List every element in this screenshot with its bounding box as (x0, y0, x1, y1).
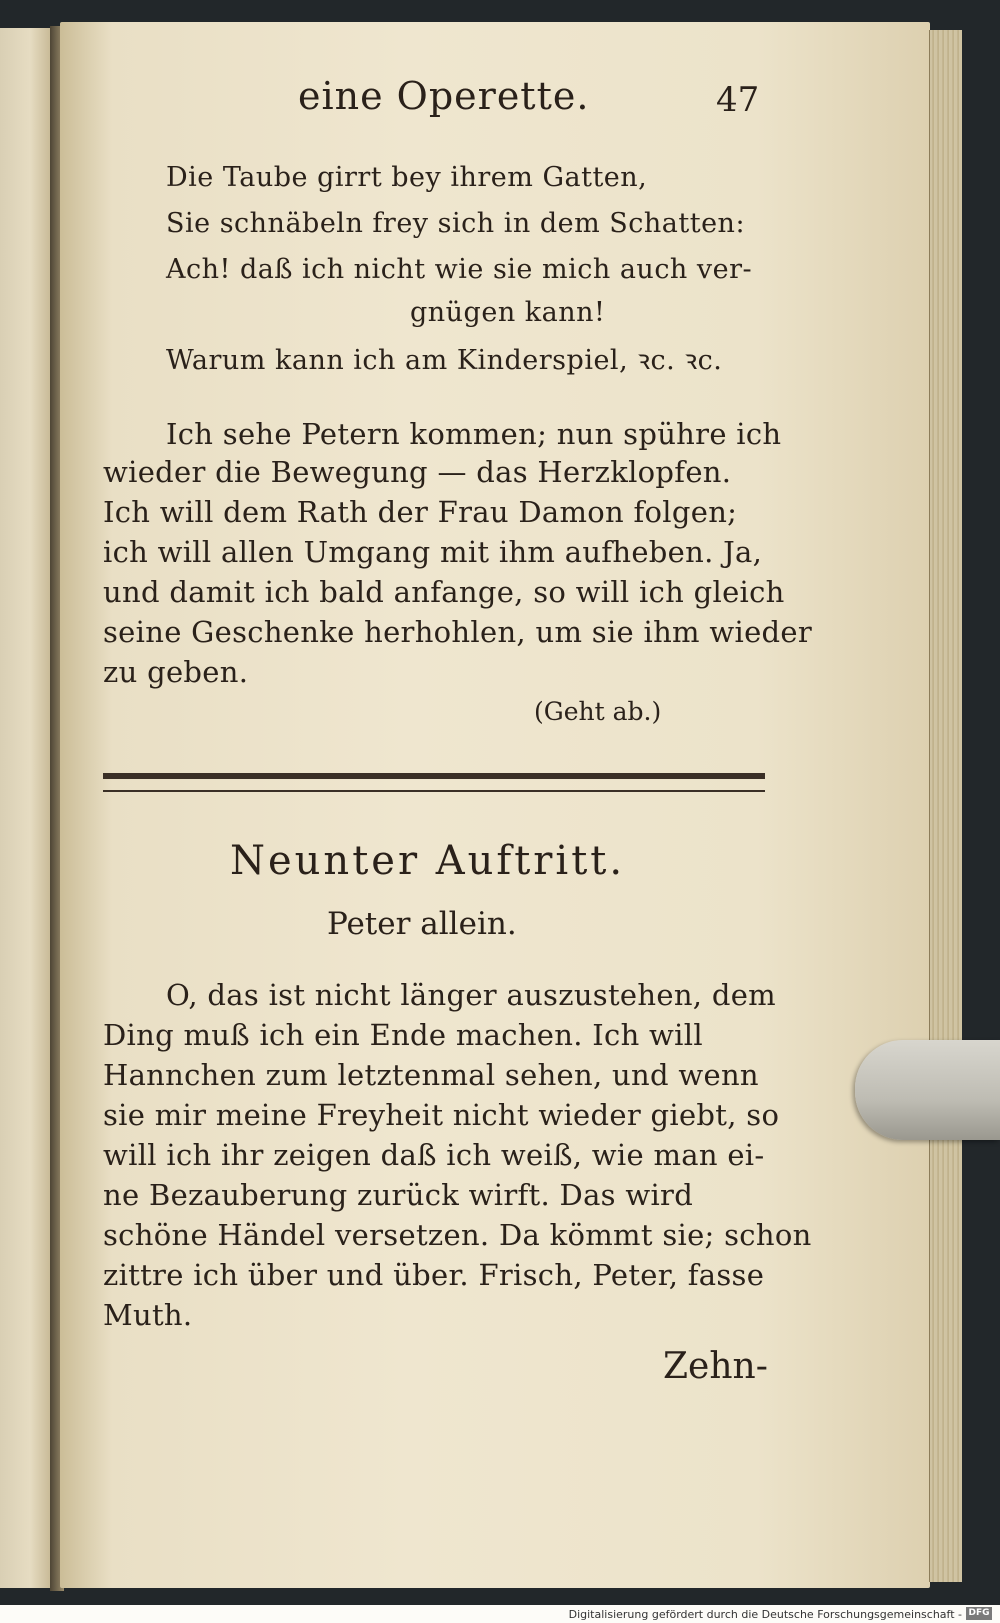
paragraph-line: zittre ich über und über. Frisch, Peter, fasse (103, 1258, 765, 1292)
paragraph-line: Hannchen zum letztenmal sehen, und wenn (103, 1058, 759, 1092)
character-name: Peter allein. (327, 906, 517, 942)
paragraph-line: und damit ich bald anfange, so will ich gleich (103, 575, 785, 609)
stage-direction: (Geht ab.) (534, 697, 662, 726)
verse-line: Die Taube girrt bey ihrem Gatten, (166, 162, 648, 193)
page-number: 47 (716, 80, 760, 120)
paragraph-line: wieder die Bewegung — das Herzklopfen. (103, 455, 732, 489)
page-stack-edge (929, 30, 962, 1582)
verse-line: Sie schnäbeln frey sich in dem Schatten: (166, 208, 746, 239)
section-divider (103, 773, 765, 779)
section-divider-thin (103, 790, 765, 792)
paragraph-line: ich will allen Umgang mit ihm aufheben. Ja, (103, 535, 763, 569)
running-header: eine Operette. (298, 74, 590, 118)
paragraph-line: seine Geschenke herhohlen, um sie ihm wieder (103, 615, 813, 649)
paragraph-line: will ich ihr zeigen daß ich weiß, wie man ei- (103, 1138, 765, 1172)
paragraph-line: ne Bezauberung zurück wirft. Das wird (103, 1178, 694, 1212)
scene-title: Neunter Auftritt. (230, 838, 626, 884)
verse-line: Ach! daß ich nicht wie sie mich auch ver- (166, 254, 753, 285)
paragraph-line: O, das ist nicht länger auszustehen, dem (166, 978, 776, 1012)
verse-line: gnügen kann! (410, 297, 606, 328)
paragraph-line: schöne Händel versetzen. Da kömmt sie; schon (103, 1218, 812, 1252)
paragraph-line: sie mir meine Freyheit nicht wieder giebt, so (103, 1098, 780, 1132)
funding-credit: Digitalisierung gefördert durch die Deutsche Forschungsgemeinschaft - (568, 1608, 962, 1621)
dfg-logo: DFG (966, 1607, 992, 1620)
bookmark-tab (855, 1040, 1000, 1140)
paragraph-line: Ich sehe Petern kommen; nun spühre ich (166, 417, 782, 451)
left-page-edge (0, 28, 52, 1588)
catchword: Zehn- (663, 1346, 768, 1387)
verse-line: Warum kann ich am Kinderspiel, ꝛc. ꝛc. (166, 345, 723, 376)
paragraph-line: Ding muß ich ein Ende machen. Ich will (103, 1018, 703, 1052)
footer-bar (0, 1605, 1000, 1623)
paragraph-line: Muth. (103, 1298, 193, 1332)
paragraph-line: zu geben. (103, 655, 249, 689)
paragraph-line: Ich will dem Rath der Frau Damon folgen; (103, 495, 738, 529)
